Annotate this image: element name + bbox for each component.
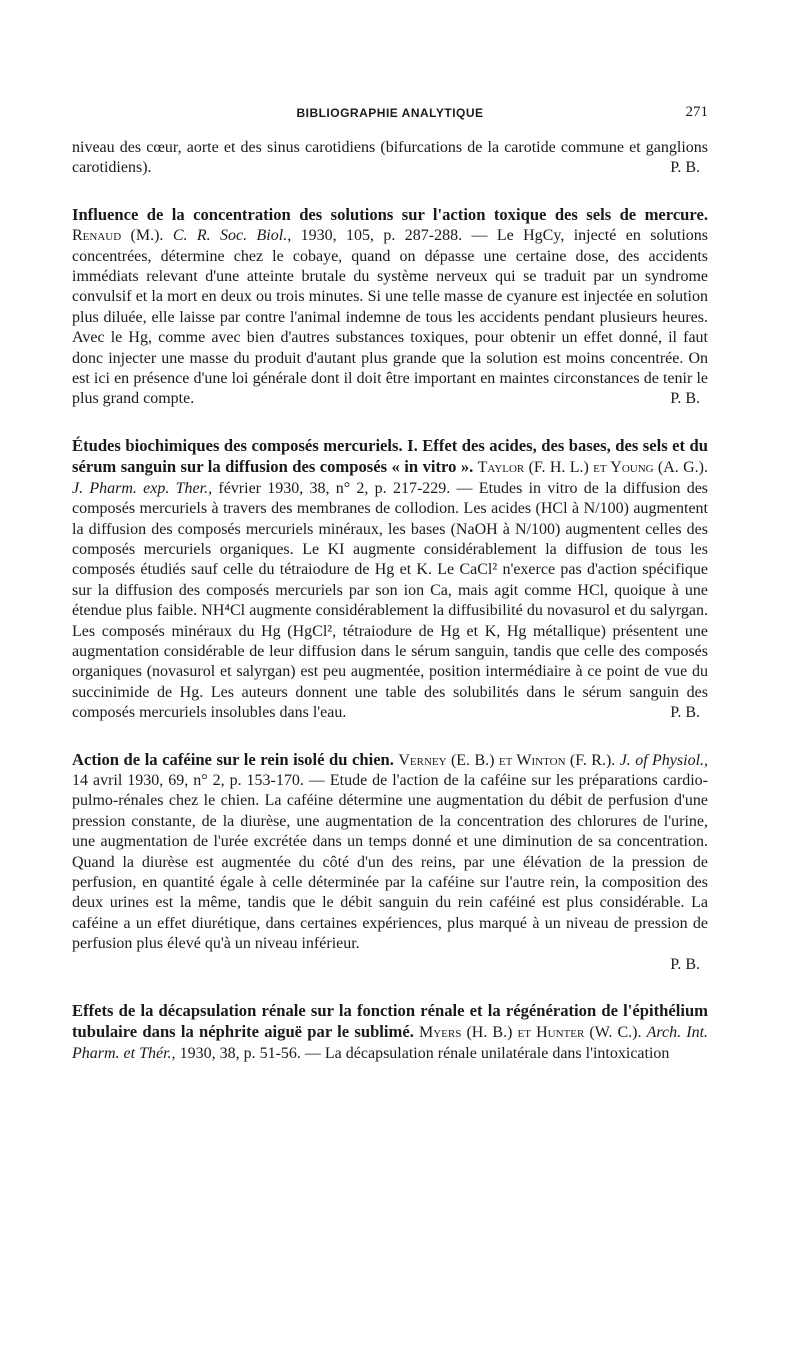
entry-title: Études biochimiques des composés mercuriels. I. Effet des acides, des bases, des sels et du sérum sanguin sur la diffusion des composés « in vitro ».	[72, 435, 708, 477]
signature: P. B.	[670, 159, 700, 177]
running-title: BIBLIOGRAPHIE ANALYTIQUE	[296, 106, 484, 120]
entry-body: — Etudes in vitro de la diffusion des composés mercuriels à travers des membranes de collodion. Les acides (HCl à N/100) augmentent la diffusion des composés mercuriels minéraux, les bases (NaOH à N/100) augmentent celles des composés mercuriels organiques. Le KI augmente considérablement la diffusion de tous les composés étudiés sauf celle du tétraiodure de Hg et K. Le CaCl² n'exerce pas d'action spécifique sur la diffusion des composés mercuriels par son ion Ca, mais agit comme HCl, quoique à une étendue plus faible. NH⁴Cl augmente considérablement la diffusibilité du novasurol et du salyrgan. Les composés minéraux du Hg (HgCl², tétraiodure de Hg et K, Hg métallique) présentent une augmentation considérable de leur diffusion dans le sérum sanguin, tandis que celle des composés organiques (novasurol et salyrgan) est peu augmentée, position intermédiaire à ce point de vue du succinimide de Hg. Les auteurs donnent une table des solubilités dans le sérum sanguin des composés mercuriels insolubles dans l'eau.	[72, 479, 709, 722]
entry-journal: C. R. Soc. Biol.,	[172, 227, 292, 245]
entry-renal-decapsulation	[72, 1001, 708, 1064]
entry-body: — La décapsulation rénale unilatérale dans l'intoxication	[304, 1044, 670, 1062]
entry-citation: 14 avril 1930, 69, n° 2, p. 153-170.	[72, 771, 304, 789]
entry-caffeine-kidney	[72, 750, 708, 955]
signature: P. B.	[670, 955, 700, 973]
entry-journal: J. of Physiol.,	[619, 751, 709, 769]
signature: P. B.	[670, 704, 700, 722]
entry-citation: 1930, 105, p. 287-288.	[300, 227, 463, 245]
running-header	[72, 100, 708, 124]
entry-body: — Etude de l'action de la caféine sur les préparations cardio-pulmo-rénales chez le chien. La caféine détermine une augmentation du débit de perfusion d'une pression constante, de la diurèse, une augmentation de la concentration des chlorures de l'urine, une augmentation de l'urée excrétée dans un temps donné et une diminution de sa concentration. Quand la diurèse est augmentée du côté d'un des reins, par une élévation de la pression de perfusion, en quantité égale à celle déterminée par la caféine sur l'autre rein, la composition des deux urines est la même, tandis que le débit sanguin du rein caféiné est plus considérable. La caféine a un effet diurétique, dans certaines expériences, plus marqué à un niveau de pression de perfusion plus élevé qu'à un niveau inférieur.	[72, 771, 709, 953]
entry-body: — Le HgCy, injecté en solutions concentrées, détermine chez le cobaye, quand on dépasse une certaine dose, des accidents immédiats relevant d'une atteinte brutale du système nerveux qui se traduit par un syndrome convulsif et la mort en deux ou trois minutes. Si une telle masse de cyanure est injectée en solution plus diluée, elle laisse par contre l'animal indemne de tous les accidents pendant plusieurs heures. Avec le Hg, comme avec bien d'autres substances toxiques, pour obtenir un effet donné, il faut donc injecter une masse du produit d'autant plus grande que la solution est moins concentrée. On est ici en présence d'une loi générale dont il doit être important en maintes circonstances de tenir le plus grand compte.	[72, 227, 709, 408]
signature: P. B.	[670, 390, 700, 408]
entry-title: Effets de la décapsulation rénale sur la fonction rénale et la régénération de l'épithélium tubulaire dans la néphrite aiguë par le sublimé.	[72, 1001, 708, 1042]
page-number: 271	[685, 104, 708, 120]
entry-authors: Taylor (F. H. L.) et Young (A. G.).	[477, 459, 708, 477]
entry-journal: J. Pharm. exp. Ther.,	[72, 479, 213, 497]
entry-mercurial-diffusion	[72, 436, 708, 724]
entry-authors: Myers (H. B.) et Hunter (W. C.).	[418, 1024, 642, 1042]
entry-journal: Arch. Int. Pharm. et Thér.,	[72, 1024, 709, 1062]
entry-authors: Renaud (M.).	[72, 227, 164, 245]
signature-line	[72, 955, 708, 975]
entry-title: Action de la caféine sur le rein isolé du chien.	[72, 749, 394, 769]
entry-authors: Verney (E. B.) et Winton (F. R.).	[398, 751, 616, 769]
continuation-text: niveau des cœur, aorte et des sinus carotidiens (bifurcations de la carotide commune et ganglions carotidiens).	[72, 139, 708, 177]
entry-citation: février 1930, 38, n° 2, p. 217-229.	[218, 479, 451, 497]
entry-title: Influence de la concentration des solutions sur l'action toxique des sels de mercure.	[72, 204, 708, 224]
entry-mercury-concentration	[72, 205, 708, 410]
continuation-paragraph	[72, 138, 708, 179]
document-page	[72, 100, 708, 1064]
entry-citation: 1930, 38, p. 51-56.	[179, 1044, 301, 1062]
